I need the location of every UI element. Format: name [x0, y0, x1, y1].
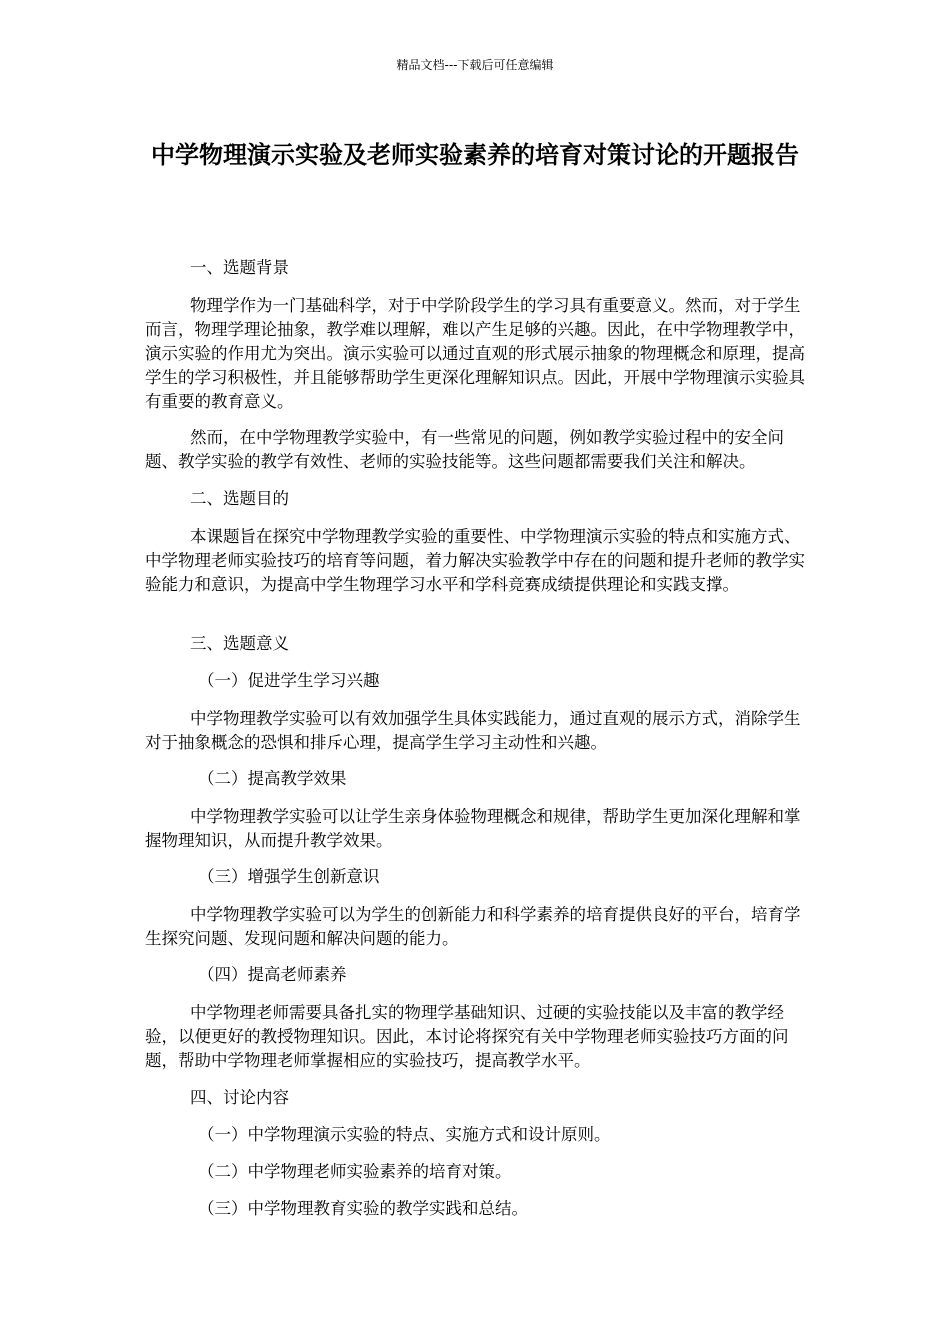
section-heading-significance: 三、选题意义: [190, 634, 289, 653]
subheading-teacher: （四）提高老师素养: [198, 965, 347, 984]
paragraph-interest: 中学物理教学实验可以有效加强学生具体实践能力，通过直观的展示方式，消除学生对于抽象概念的恐惧和排斥心理，提高学生学习主动性和兴趣。: [145, 709, 801, 752]
subheading-innovation: （三）增强学生创新意识: [198, 867, 380, 886]
section-heading-purpose: 二、选题目的: [190, 489, 289, 508]
paragraph-teacher: 中学物理老师需要具备扎实的物理学基础知识、过硬的实验技能以及丰富的教学经验，以便更好的教授物理知识。因此，本讨论将探究有关中学物理老师实验技巧方面的问题，帮助中学物理老师掌握相应的实验技巧，提高教学水平。: [145, 1003, 789, 1070]
section-heading-content: 四、讨论内容: [190, 1088, 289, 1107]
page-header: 精品文档---下载后可任意编辑: [396, 58, 554, 72]
document-title: 中学物理演示实验及老师实验素养的培育对策讨论的开题报告: [151, 141, 799, 169]
content-item-2: （二）中学物理老师实验素养的培育对策。: [198, 1162, 512, 1181]
paragraph-background-1: 物理学作为一门基础科学，对于中学阶段学生的学习具有重要意义。然而，对于学生而言，物理学理论抽象，教学难以理解，难以产生足够的兴趣。因此，在中学物理教学中，演示实验的作用尤为突出。演示实验可以通过直观的形式展示抽象的物理概念和原理，提高学生的学习积极性，并且能够帮助学生更深化理解知识点。因此，开展中学物理演示实验具有重要的教育意义。: [145, 296, 805, 411]
section-heading-background: 一、选题背景: [190, 258, 289, 277]
content-item-1: （一）中学物理演示实验的特点、实施方式和设计原则。: [198, 1125, 611, 1144]
subheading-interest: （一）促进学生学习兴趣: [198, 671, 380, 690]
paragraph-innovation: 中学物理教学实验可以为学生的创新能力和科学素养的培育提供良好的平台，培育学生探究问题、发现问题和解决问题的能力。: [145, 905, 801, 948]
paragraph-effect: 中学物理教学实验可以让学生亲身体验物理概念和规律，帮助学生更加深化理解和掌握物理知识，从而提升教学效果。: [145, 807, 801, 850]
paragraph-background-2: 然而，在中学物理教学实验中，有一些常见的问题，例如教学实验过程中的安全问题、教学实验的教学有效性、老师的实验技能等。这些问题都需要我们关注和解决。: [145, 428, 784, 471]
paragraph-purpose: 本课题旨在探究中学物理教学实验的重要性、中学物理演示实验的特点和实施方式、中学物理老师实验技巧的培育等问题，着力解决实验教学中存在的问题和提升老师的教学实验能力和意识，为提高中学生物理学习水平和学科竞赛成绩提供理论和实践支撑。: [145, 527, 805, 594]
subheading-effect: （二）提高教学效果: [198, 769, 347, 788]
content-item-3: （三）中学物理教育实验的教学实践和总结。: [198, 1199, 528, 1218]
